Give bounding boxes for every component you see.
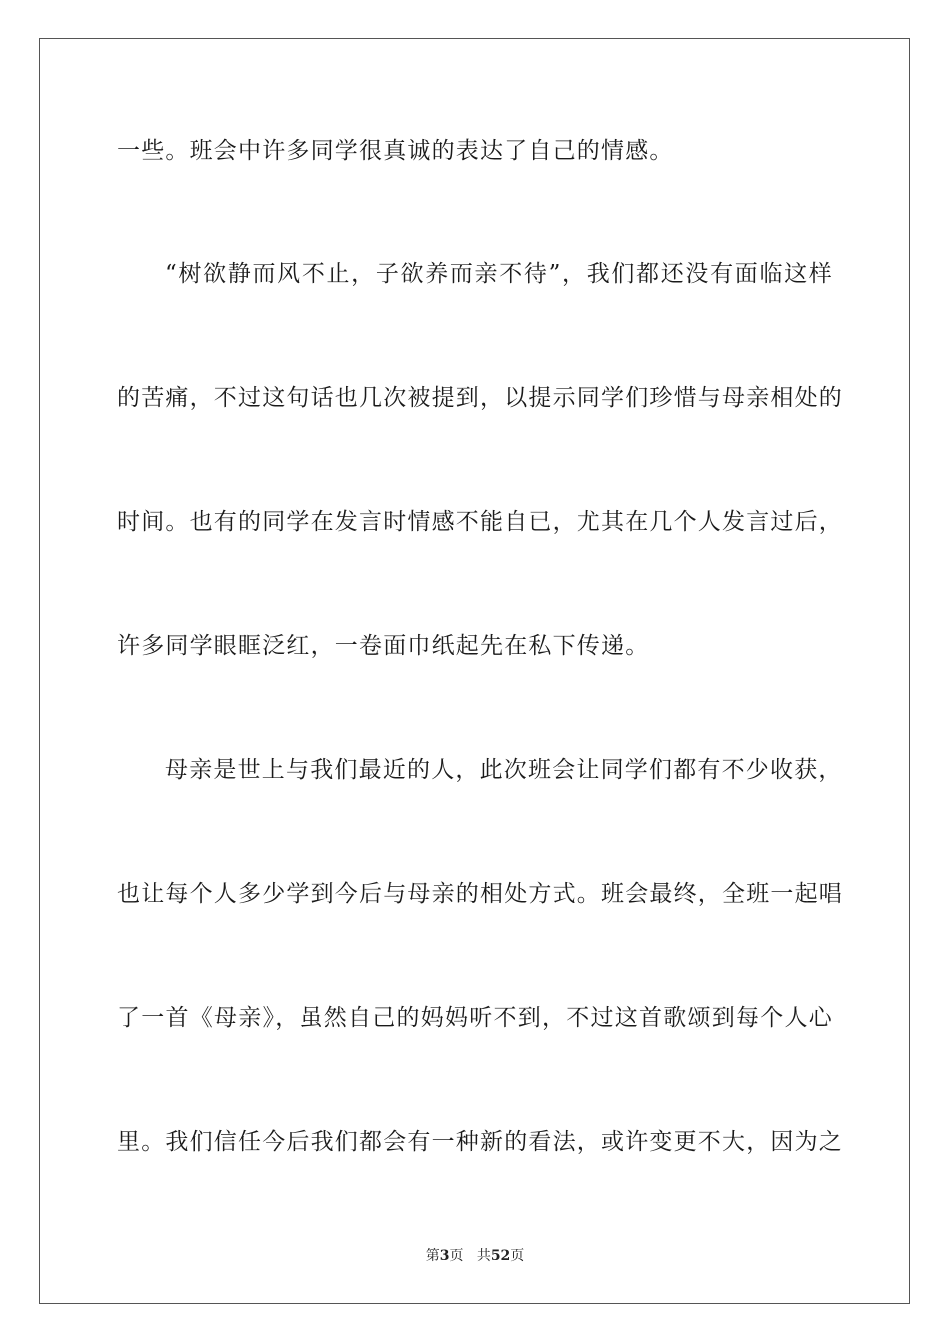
total-page-count: 52 [490, 1248, 511, 1264]
page-footer [0, 1247, 950, 1265]
text-line: 了一首《母亲》，虽然自己的妈妈听不到，不过这首歌颂到每个人心 [117, 1005, 833, 1031]
footer-prefix: 第 [425, 1248, 440, 1264]
text-line: 许多同学眼眶泛红，一卷面巾纸起先在私下传递。 [117, 633, 650, 659]
footer-page-suffix: 页 [449, 1248, 464, 1264]
paragraph-first-line: “树欲静而风不止，子欲养而亲不待”，我们都还没有面临这样 [165, 261, 833, 287]
text-line: 一些。班会中许多同学很真诚的表达了自己的情感。 [117, 138, 674, 164]
page-frame [39, 38, 910, 1304]
footer-total-prefix: 共 [476, 1248, 491, 1264]
text-line: 时间。也有的同学在发言时情感不能自已，尤其在几个人发言过后， [117, 509, 843, 535]
paragraph-first-line: 母亲是世上与我们最近的人，此次班会让同学们都有不少收获， [165, 757, 843, 783]
current-page-number: 3 [439, 1248, 450, 1264]
footer-total-suffix: 页 [510, 1248, 525, 1264]
text-line: 也让每个人多少学到今后与母亲的相处方式。班会最终，全班一起唱 [117, 881, 843, 907]
text-line: 里。我们信任今后我们都会有一种新的看法，或许变更不大，因为之 [117, 1129, 843, 1155]
text-line: 的苦痛，不过这句话也几次被提到，以提示同学们珍惜与母亲相处的 [117, 385, 843, 411]
